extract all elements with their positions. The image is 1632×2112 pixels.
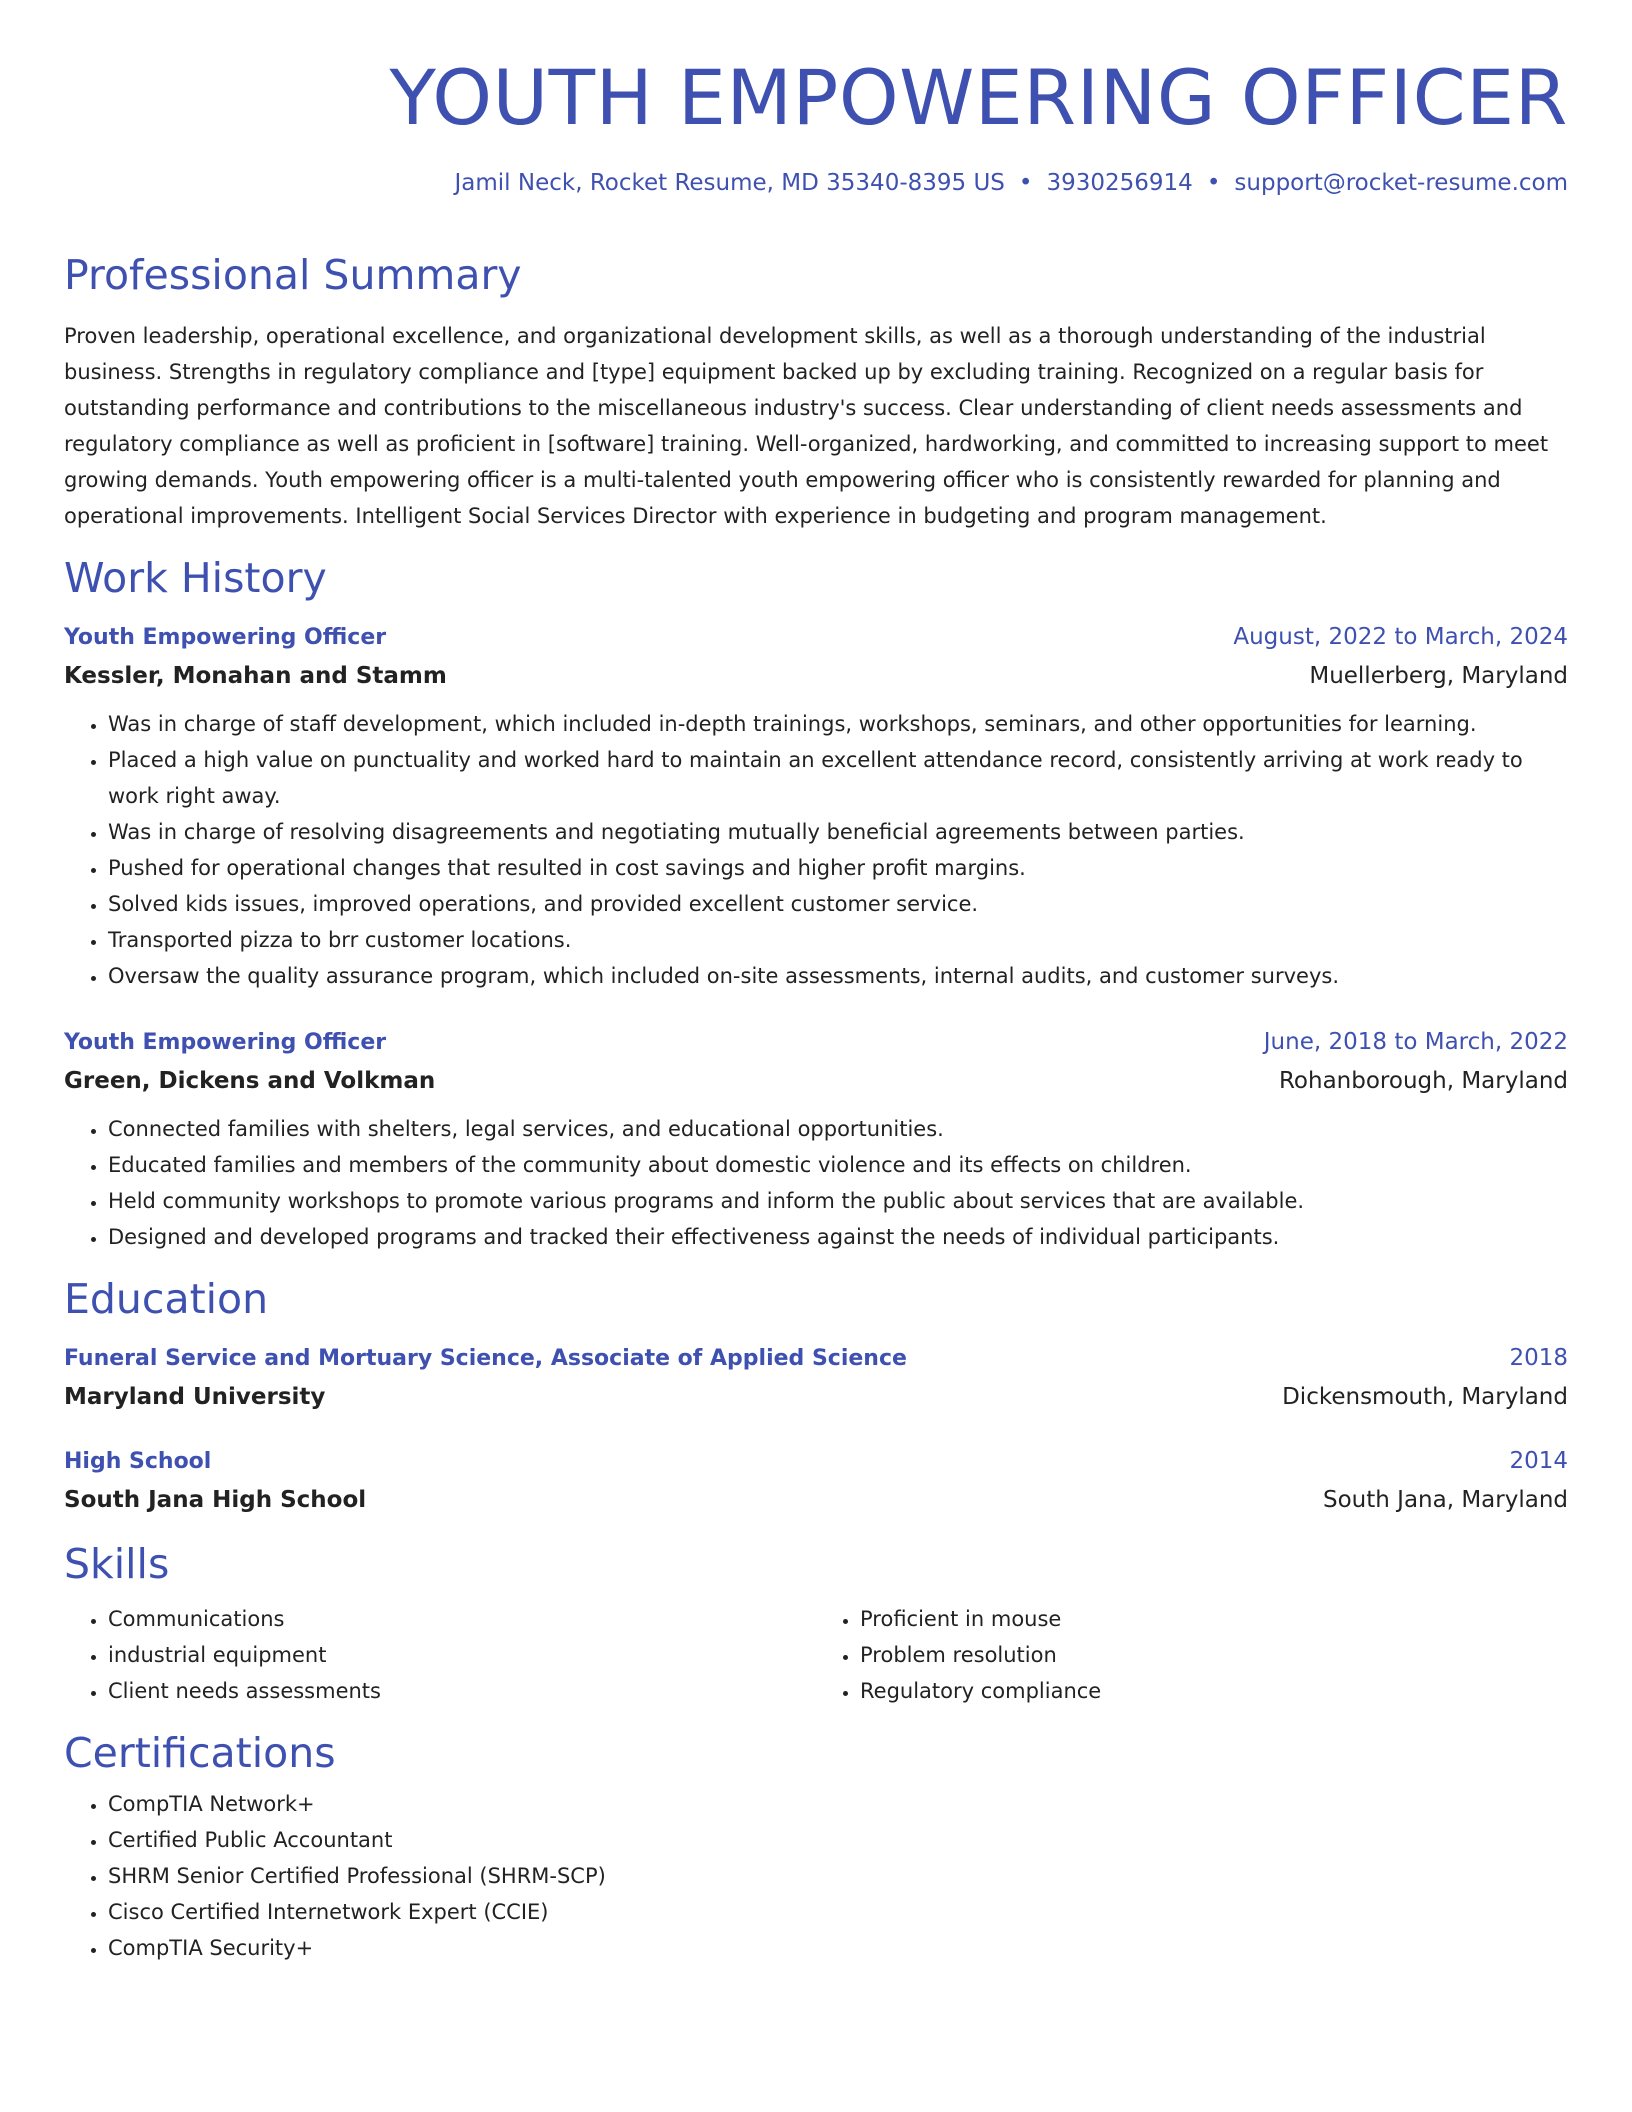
job-entry	[64, 619, 1568, 994]
education-year: 2014	[1509, 1448, 1568, 1475]
list-item: • Oversaw the quality assurance program, which included on-site assessments, internal audits, and customer surveys.	[108, 958, 1568, 994]
skills-list-left	[64, 1601, 816, 1709]
certifications-list	[64, 1786, 1568, 1966]
list-item: • Solved kids issues, improved operations, and provided excellent customer service.	[108, 886, 1568, 922]
job-company: Green, Dickens and Volkman	[64, 1068, 436, 1095]
education-entry	[64, 1340, 1568, 1417]
list-item: • SHRM Senior Certified Professional (SHRM-SCP)	[108, 1858, 1568, 1894]
contact-separator: •	[1206, 170, 1221, 196]
certifications-section	[64, 1731, 1568, 1966]
education-entry	[64, 1443, 1568, 1520]
education-location: Dickensmouth, Maryland	[1282, 1384, 1568, 1411]
education-year: 2018	[1509, 1345, 1568, 1372]
list-item: • Problem resolution	[860, 1637, 1568, 1673]
skills-section	[64, 1542, 1568, 1709]
contact-separator: •	[1018, 170, 1033, 196]
job-role: Youth Empowering Officer	[64, 625, 387, 651]
skills-list-right	[816, 1601, 1568, 1709]
list-item: • CompTIA Network+	[108, 1786, 1568, 1822]
list-item: • Designed and developed programs and tracked their effectiveness against the needs of individual participants.	[108, 1219, 1568, 1255]
list-item: • Was in charge of staff development, which included in-depth trainings, workshops, seminars, and other opportunities for learning.	[108, 706, 1568, 742]
job-dates: June, 2018 to March, 2022	[1263, 1029, 1568, 1056]
job-role: Youth Empowering Officer	[64, 1030, 387, 1056]
list-item: • Placed a high value on punctuality and worked hard to maintain an excellent attendance record, consistently arriving at work ready to work right away.	[108, 742, 1568, 814]
job-company: Kessler, Monahan and Stamm	[64, 663, 447, 690]
skills-heading: Skills	[64, 1540, 170, 1589]
education-school: Maryland University	[64, 1384, 326, 1411]
education-degree: High School	[64, 1449, 212, 1475]
job-title-heading: YOUTH EMPOWERING OFFICER	[389, 53, 1568, 142]
education-heading: Education	[64, 1275, 269, 1324]
list-item: • Cisco Certified Internetwork Expert (CCIE)	[108, 1894, 1568, 1930]
contact-email: support@rocket-resume.com	[1234, 170, 1568, 196]
summary-heading: Professional Summary	[64, 251, 522, 299]
work-history-section	[64, 556, 1568, 1255]
contact-address: Jamil Neck, Rocket Resume, MD 35340-8395 US	[454, 170, 1005, 196]
list-item: • Transported pizza to brr customer locations.	[108, 922, 1568, 958]
list-item: • Client needs assessments	[108, 1673, 816, 1709]
list-item: • Was in charge of resolving disagreements and negotiating mutually beneficial agreements between parties.	[108, 814, 1568, 850]
job-dates: August, 2022 to March, 2024	[1233, 624, 1568, 651]
job-entry	[64, 1024, 1568, 1255]
list-item: • Certified Public Accountant	[108, 1822, 1568, 1858]
certifications-heading: Certifications	[64, 1729, 336, 1778]
education-school: South Jana High School	[64, 1487, 367, 1514]
skills-grid	[64, 1601, 1568, 1709]
job-location: Rohanborough, Maryland	[1278, 1068, 1568, 1095]
list-item: • Proficient in mouse	[860, 1601, 1568, 1637]
contact-line	[64, 172, 1568, 195]
list-item: • Communications	[108, 1601, 816, 1637]
education-degree: Funeral Service and Mortuary Science, Associate of Applied Science	[64, 1346, 907, 1372]
job-bullets	[64, 1111, 1568, 1255]
education-section	[64, 1277, 1568, 1520]
list-item: • Regulatory compliance	[860, 1673, 1568, 1709]
education-location: South Jana, Maryland	[1323, 1487, 1568, 1514]
summary-text: Proven leadership, operational excellence, and organizational development skills, as well as a thorough understanding of the industrial business. Strengths in regulatory compliance and [type] equipment backed up by excluding training. Recognized on a regular basis for outstanding performance and contributions to the miscellaneous industry's success. Clear understanding of client needs assessments and regulatory compliance as well as proficient in [software] training. Well-organized, hardworking, and committed to increasing support to meet growing demands. Youth empowering officer is a multi-talented youth empowering officer who is consistently rewarded for planning and operational improvements. Intelligent Social Services Director with experience in budgeting and program management.	[64, 324, 1549, 529]
contact-phone: 3930256914	[1046, 170, 1193, 196]
job-location: Muellerberg, Maryland	[1309, 663, 1568, 690]
list-item: • Pushed for operational changes that resulted in cost savings and higher profit margins.	[108, 850, 1568, 886]
list-item: • Held community workshops to promote various programs and inform the public about services that are available.	[108, 1183, 1568, 1219]
list-item: • Connected families with shelters, legal services, and educational opportunities.	[108, 1111, 1568, 1147]
resume-header	[64, 52, 1568, 195]
summary-section	[64, 253, 1568, 534]
list-item: • CompTIA Security+	[108, 1930, 1568, 1966]
list-item: • Educated families and members of the community about domestic violence and its effects on children.	[108, 1147, 1568, 1183]
list-item: • industrial equipment	[108, 1637, 816, 1673]
job-bullets	[64, 706, 1568, 994]
work-history-heading: Work History	[64, 554, 327, 603]
